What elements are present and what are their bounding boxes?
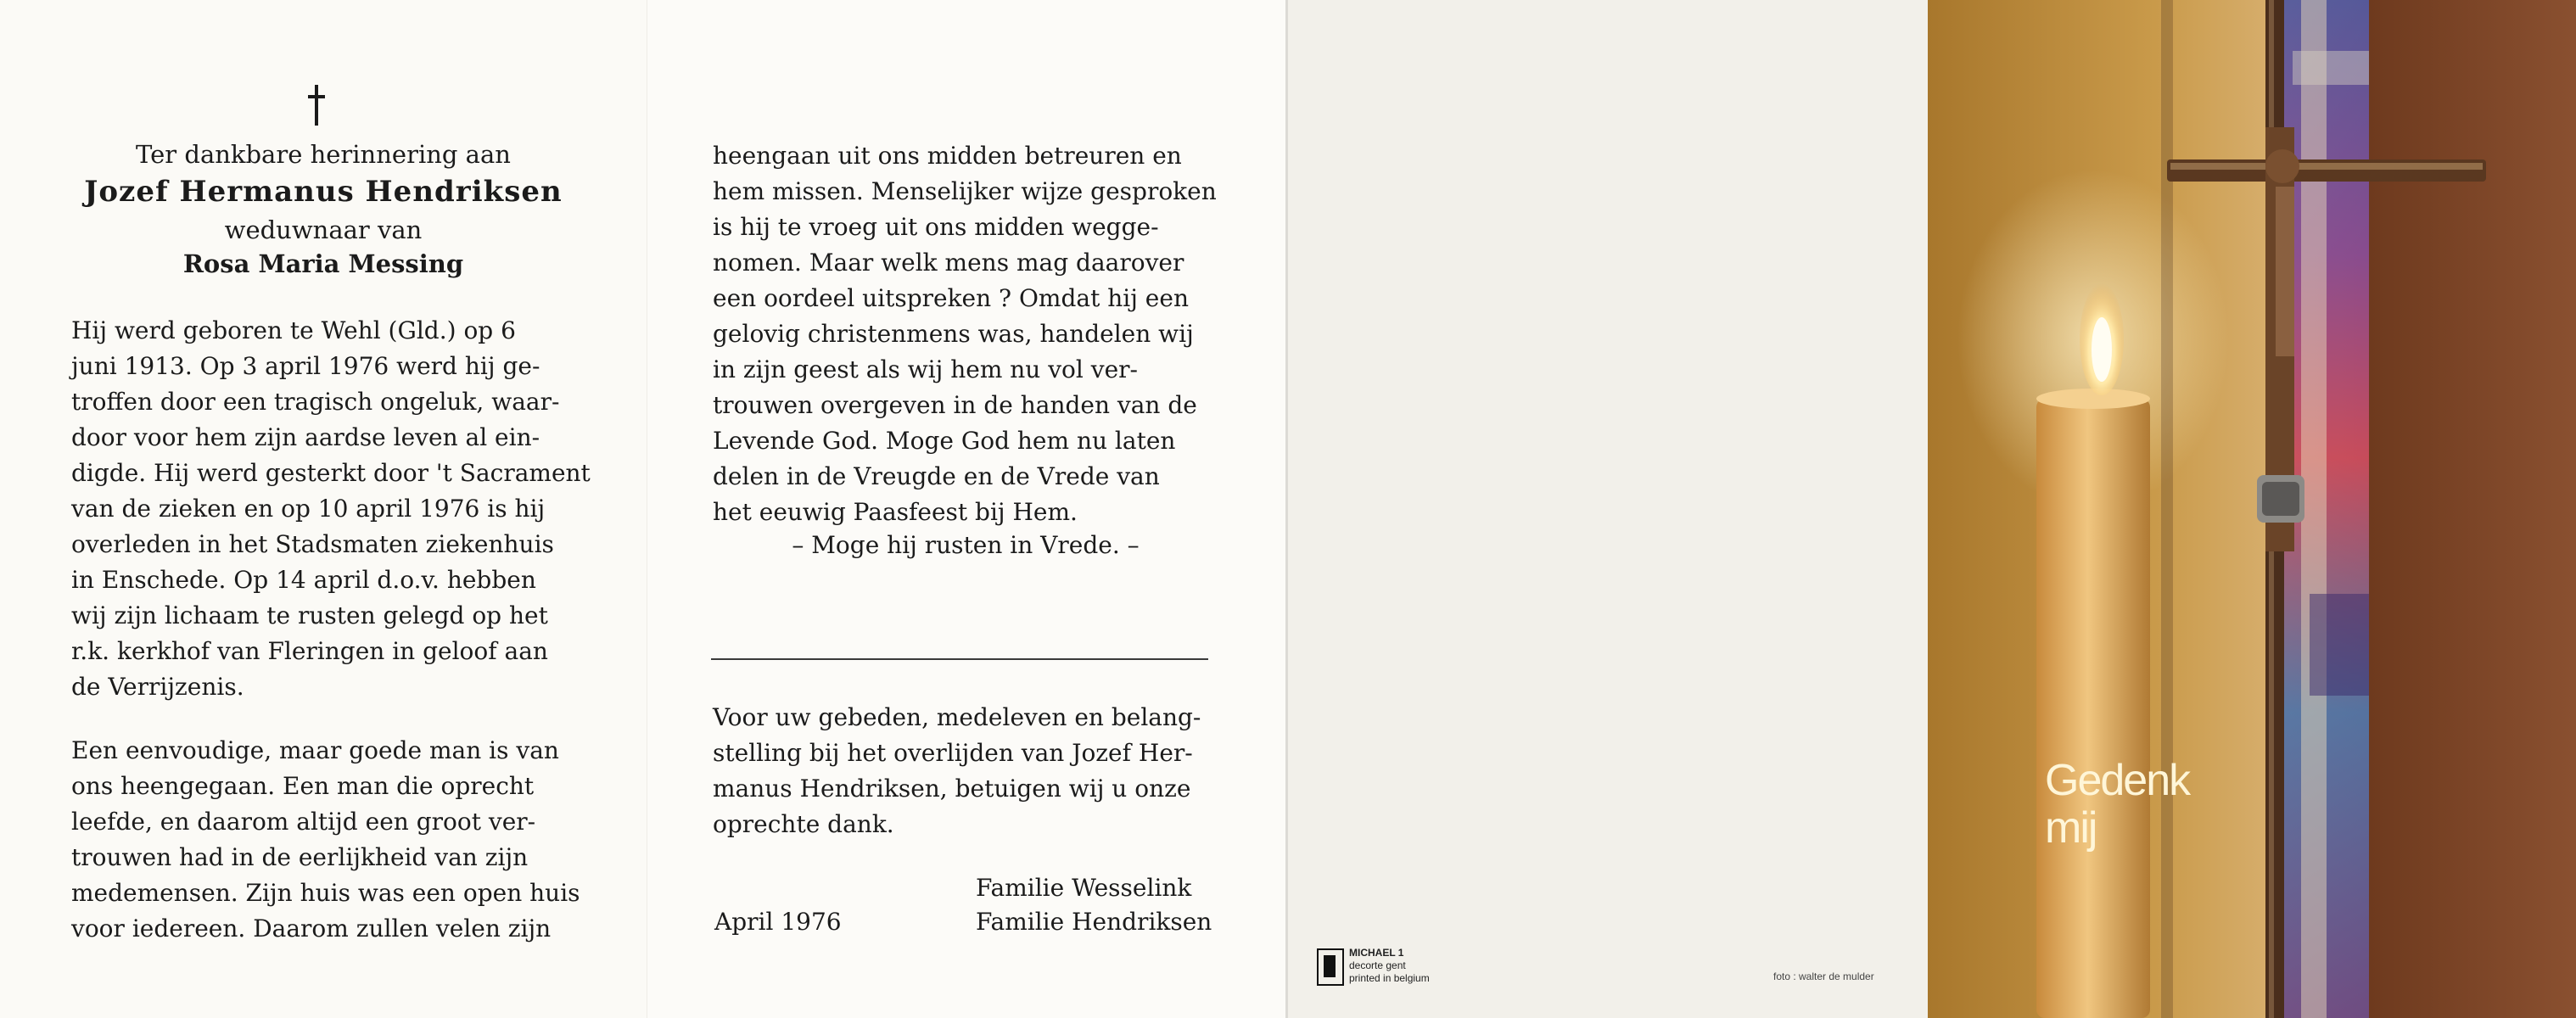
text-line: manus Hendriksen, betuigen wij u onze bbox=[713, 775, 1191, 803]
text-line: het eeuwig Paasfeest bij Hem. bbox=[713, 498, 1078, 526]
text-line: oprechte dank. bbox=[713, 810, 894, 838]
family-signature: Familie Hendriksen bbox=[976, 908, 1212, 936]
deceased-name: Jozef Hermanus Hendriksen bbox=[84, 175, 563, 209]
intro-line: Ter dankbare herinnering aan bbox=[136, 140, 511, 169]
spouse-name: Rosa Maria Messing bbox=[182, 249, 464, 278]
text-line: digde. Hij werd gesterkt door 't Sacrament bbox=[71, 459, 591, 487]
cover-title-line: mij bbox=[2045, 803, 2097, 853]
rest-in-peace-line: – Moge hij rusten in Vrede. – bbox=[792, 531, 1140, 559]
text-line: Een eenvoudige, maar goede man is van bbox=[71, 736, 559, 764]
text-line: hem missen. Menselijker wijze gesproken bbox=[713, 177, 1217, 205]
card-date: April 1976 bbox=[714, 908, 842, 936]
text-line: medemensen. Zijn huis was een open huis bbox=[71, 879, 580, 907]
widow-line: weduwnaar van bbox=[224, 215, 423, 244]
text-line: heengaan uit ons midden betreuren en bbox=[713, 142, 1182, 170]
text-line: juni 1913. Op 3 april 1976 werd hij ge- bbox=[71, 352, 540, 380]
text-line: door voor hem zijn aardse leven al ein- bbox=[71, 423, 540, 451]
text-line: ons heengegaan. Een man die oprecht bbox=[71, 772, 535, 800]
text-line: delen in de Vreugde en de Vrede van bbox=[713, 462, 1160, 490]
text-line: Hij werd geboren te Wehl (Gld.) op 6 bbox=[71, 316, 516, 344]
publisher-logo-icon bbox=[1317, 948, 1344, 986]
publisher-name: MICHAEL 1 bbox=[1349, 947, 1404, 959]
text-line: stelling bij het overlijden van Jozef Her- bbox=[713, 739, 1193, 767]
text-line: trouwen overgeven in de handen van de bbox=[713, 391, 1197, 419]
text-line: voor iedereen. Daarom zullen velen zijn bbox=[71, 915, 552, 942]
text-line: r.k. kerkhof van Fleringen in geloof aan bbox=[71, 637, 548, 665]
photo-credit: foto : walter de mulder bbox=[1773, 970, 1874, 982]
publisher-line: printed in belgium bbox=[1349, 972, 1430, 984]
text-line: leefde, en daarom altijd een groot ver- bbox=[71, 808, 536, 836]
text-line: overleden in het Stadsmaten ziekenhuis bbox=[71, 530, 554, 558]
divider bbox=[711, 658, 1208, 660]
text-line: Levende God. Moge God hem nu laten bbox=[713, 427, 1176, 455]
text-line: trouwen had in de eerlijkheid van zijn bbox=[71, 843, 529, 871]
cover-title bbox=[2045, 757, 2189, 852]
publisher-imprint bbox=[1349, 947, 1430, 985]
cross-icon bbox=[308, 85, 325, 126]
publisher-line: decorte gent bbox=[1349, 959, 1406, 971]
text-line: van de zieken en op 10 april 1976 is hij bbox=[71, 495, 546, 523]
text-line: troffen door een tragisch ongeluk, waar- bbox=[71, 388, 560, 416]
family-signature: Familie Wesselink bbox=[976, 874, 1192, 902]
text-line: in Enschede. Op 14 april d.o.v. hebben bbox=[71, 566, 536, 594]
text-line: Voor uw gebeden, medeleven en belang- bbox=[713, 703, 1201, 731]
text-line: een oordeel uitspreken ? Omdat hij een bbox=[713, 284, 1189, 312]
text-line: wij zijn lichaam te rusten gelegd op het bbox=[71, 601, 548, 629]
text-line: nomen. Maar welk mens mag daarover bbox=[713, 249, 1184, 277]
text-line: is hij te vroeg uit ons midden wegge- bbox=[713, 213, 1159, 241]
text-line: in zijn geest als wij hem nu vol ver- bbox=[713, 355, 1139, 383]
candle-crucifix-photo bbox=[1928, 0, 2576, 1018]
text-line: gelovig christenmens was, handelen wij bbox=[713, 320, 1194, 348]
text-line: de Verrijzenis. bbox=[71, 673, 244, 701]
cover-title-line: Gedenk bbox=[2045, 756, 2190, 805]
